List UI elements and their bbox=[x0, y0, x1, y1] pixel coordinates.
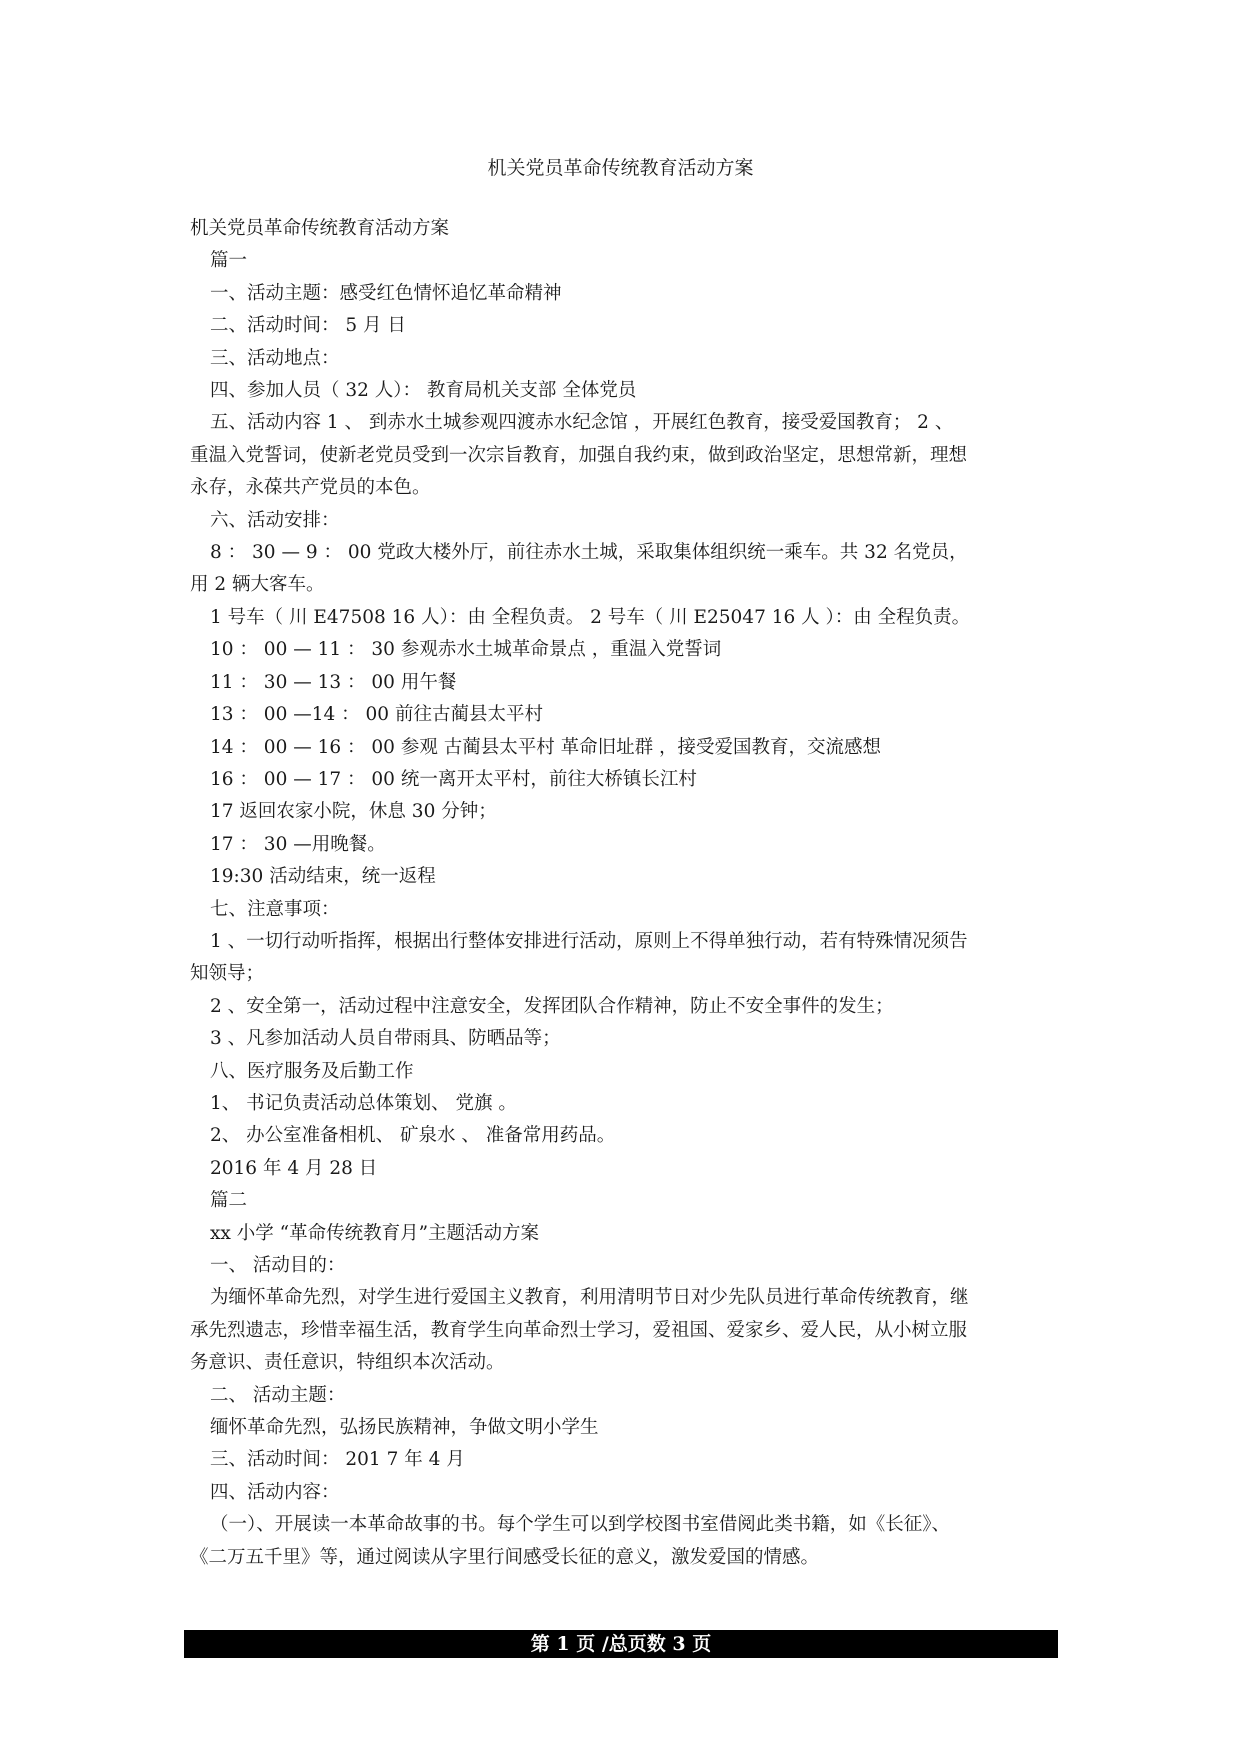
document-body bbox=[190, 213, 1080, 1574]
text-line: 二、 活动主题： bbox=[210, 1384, 346, 1406]
text-line: 1、 书记负责活动总体策划、 党旗 。 bbox=[210, 1092, 517, 1114]
page-footer: 第 1 页 /总页数 3 页 bbox=[184, 1630, 1058, 1658]
text-line: 八、医疗服务及后勤工作 bbox=[210, 1060, 414, 1082]
text-line: 14 ： 00 — 16 ： 00 参观 古蔺县太平村 革命旧址群 ，接受爱国教育，交流感想 bbox=[210, 736, 881, 758]
text-line: 篇二 bbox=[210, 1190, 248, 1212]
text-line: （一）、开展读一本革命故事的书。每个学生可以到学校图书室借阅此类书籍，如《长征》、 bbox=[210, 1514, 951, 1536]
text-line: 一、 活动目的： bbox=[210, 1255, 346, 1276]
text-line: 缅怀革命先烈，弘扬民族精神，争做文明小学生 bbox=[210, 1417, 599, 1439]
text-line: 1 、一切行动听指挥，根据出行整体安排进行活动，原则上不得单独行动，若有特殊情况须告 bbox=[210, 930, 968, 952]
text-line: 1 号车（ 川 E47508 16 人）：由 全程负责。 2 号车（ 川 E25047 16 人 ）：由 全程负责。 bbox=[210, 606, 971, 628]
text-line: 2016 年 4 月 28 日 bbox=[210, 1157, 378, 1179]
text-line: 四、参加人员（ 32 人）： 教育局机关支部 全体党员 bbox=[210, 380, 637, 402]
text-line: 3 、凡参加活动人员自带雨具、防晒品等； bbox=[210, 1028, 561, 1050]
text-line: 一、活动主题：感受红色情怀追忆革命精神 bbox=[210, 282, 562, 304]
text-line: 17 ： 30 —用晚餐。 bbox=[210, 833, 386, 855]
text-line: 二、活动时间： 5 月 日 bbox=[210, 315, 406, 337]
text-line: 用 2 辆大客车。 bbox=[190, 574, 325, 596]
text-line: 机关党员革命传统教育活动方案 bbox=[190, 218, 450, 239]
text-line: 11 ： 30 — 13 ： 00 用午餐 bbox=[210, 671, 457, 693]
text-line: 2、 办公室准备相机、 矿泉水 、 准备常用药品。 bbox=[210, 1125, 616, 1147]
text-line: 13 ： 00 —14 ： 00 前往古蔺县太平村 bbox=[210, 704, 543, 726]
text-line: 五、活动内容 1 、 到赤水土城参观四渡赤水纪念馆 ，开展红色教育，接受爱国教育； 2 、 bbox=[210, 412, 954, 434]
text-line: 三、活动地点： bbox=[210, 347, 340, 369]
text-line: 七、注意事项： bbox=[210, 898, 340, 920]
text-line: 四、活动内容： bbox=[210, 1481, 340, 1503]
text-line: 永存，永葆共产党员的本色。 bbox=[190, 477, 431, 499]
text-line: 承先烈遗志，珍惜幸福生活，教育学生向革命烈士学习，爱祖国、爱家乡、爱人民，从小树立服 bbox=[190, 1319, 968, 1341]
text-line: 17 返回农家小院，休息 30 分钟； bbox=[210, 801, 497, 823]
text-line: 19:30 活动结束，统一返程 bbox=[210, 866, 436, 888]
text-line: 10 ： 00 — 11 ： 30 参观赤水土城革命景点 ，重温入党誓词 bbox=[210, 639, 722, 661]
text-line: 2 、安全第一，活动过程中注意安全，发挥团队合作精神，防止不安全事件的发生； bbox=[210, 995, 894, 1017]
text-line: 务意识、责任意识，特组织本次活动。 bbox=[190, 1352, 505, 1374]
text-line: 知领导； bbox=[190, 963, 265, 985]
text-line: 《二万五千里》等，通过阅读从字里行间感受长征的意义，激发爱国的情感。 bbox=[190, 1546, 820, 1568]
text-line: 16 ： 00 — 17 ： 00 统一离开太平村，前往大桥镇长江村 bbox=[210, 768, 697, 790]
page-title: 机关党员革命传统教育活动方案 bbox=[487, 157, 754, 179]
text-line: 重温入党誓词，使新老党员受到一次宗旨教育，加强自我约束，做到政治坚定，思想常新，理想 bbox=[190, 444, 968, 466]
text-line: 为缅怀革命先烈，对学生进行爱国主义教育，利用清明节日对少先队员进行革命传统教育，继 bbox=[210, 1287, 969, 1309]
text-line: 8 ： 30 — 9 ： 00 党政大楼外厅，前往赤水土城，采取集体组织统一乘车。共 32 名党员， bbox=[210, 542, 968, 564]
text-line: 三、活动时间： 201 7 年 4 月 bbox=[210, 1449, 465, 1471]
text-line: 六、活动安排： bbox=[210, 509, 340, 531]
text-line: xx 小学 “革命传统教育月”主题活动方案 bbox=[210, 1222, 540, 1244]
text-line: 篇一 bbox=[210, 250, 248, 272]
